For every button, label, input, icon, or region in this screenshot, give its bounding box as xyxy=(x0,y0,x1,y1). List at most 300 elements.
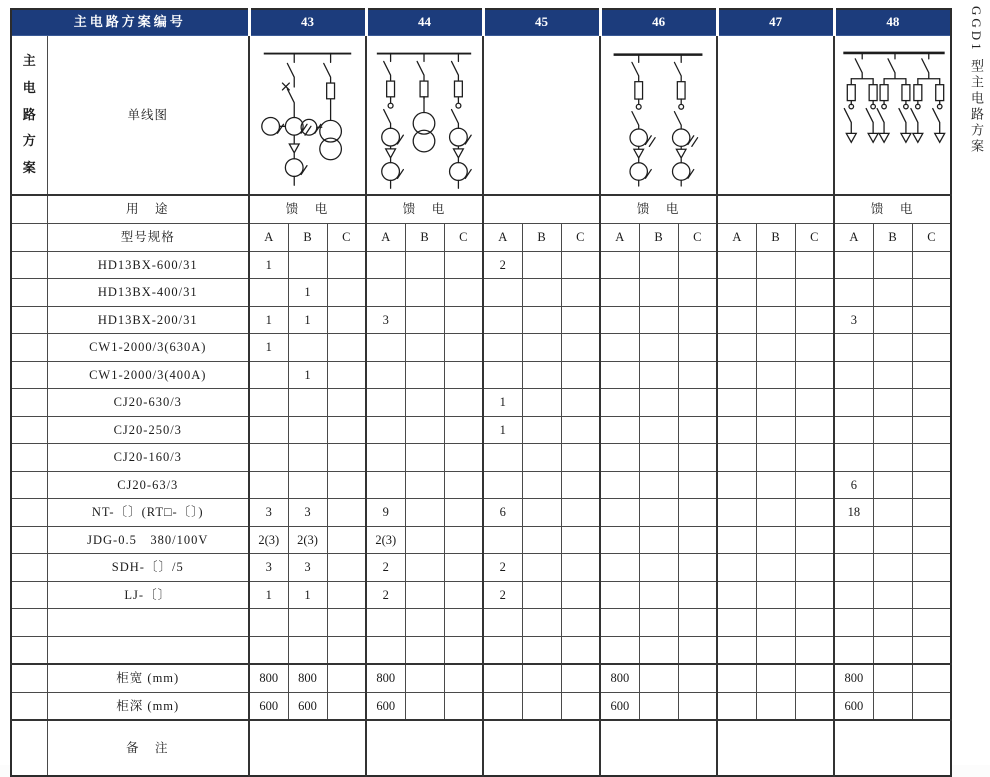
value-cell xyxy=(483,334,522,362)
value-cell xyxy=(444,581,483,609)
value-cell xyxy=(366,636,405,664)
subcolumn-header: B xyxy=(873,224,912,252)
value-cell xyxy=(561,692,600,720)
value-cell xyxy=(405,609,444,637)
value-cell xyxy=(834,444,873,472)
value-cell xyxy=(249,444,288,472)
value-cell xyxy=(834,416,873,444)
value-cell xyxy=(522,251,561,279)
value-cell xyxy=(600,361,639,389)
value-cell xyxy=(678,609,717,637)
value-cell xyxy=(366,609,405,637)
value-cell xyxy=(444,389,483,417)
value-cell xyxy=(405,692,444,720)
value-cell xyxy=(366,444,405,472)
value-cell xyxy=(522,499,561,527)
value-cell xyxy=(717,471,756,499)
value-cell xyxy=(795,251,834,279)
value-cell xyxy=(717,306,756,334)
left-gutter-cell xyxy=(11,720,47,776)
value-cell xyxy=(561,279,600,307)
subcolumn-header: A xyxy=(834,224,873,252)
value-cell: 3 xyxy=(288,499,327,527)
value-cell xyxy=(600,609,639,637)
value-cell xyxy=(795,636,834,664)
subcolumn-header: C xyxy=(795,224,834,252)
subcolumn-header: C xyxy=(678,224,717,252)
value-cell xyxy=(405,306,444,334)
value-cell: 1 xyxy=(288,581,327,609)
usage-value-47 xyxy=(717,195,834,224)
row-label: CW1-2000/3(630A) xyxy=(47,334,249,362)
table-row xyxy=(11,720,951,776)
left-gutter-cell xyxy=(11,471,47,499)
left-gutter-cell xyxy=(11,554,47,582)
row-label-empty xyxy=(47,636,249,664)
subcolumn-header: C xyxy=(561,224,600,252)
value-cell xyxy=(678,499,717,527)
value-cell xyxy=(678,416,717,444)
value-cell: 2 xyxy=(483,251,522,279)
value-cell xyxy=(639,526,678,554)
value-cell xyxy=(795,306,834,334)
value-cell xyxy=(795,499,834,527)
value-cell: 1 xyxy=(249,251,288,279)
value-cell xyxy=(873,334,912,362)
value-cell xyxy=(717,279,756,307)
value-cell: 2 xyxy=(483,581,522,609)
value-cell xyxy=(639,664,678,692)
value-cell xyxy=(405,361,444,389)
table-row xyxy=(11,361,951,389)
value-cell xyxy=(873,526,912,554)
value-cell xyxy=(795,279,834,307)
value-cell xyxy=(405,471,444,499)
value-cell xyxy=(717,334,756,362)
value-cell xyxy=(912,692,951,720)
value-cell xyxy=(756,416,795,444)
value-cell xyxy=(756,664,795,692)
value-cell xyxy=(834,581,873,609)
left-gutter-cell xyxy=(11,692,47,720)
value-cell xyxy=(756,692,795,720)
usage-row xyxy=(11,195,951,224)
value-cell xyxy=(678,251,717,279)
subcolumn-header: C xyxy=(444,224,483,252)
value-cell xyxy=(288,416,327,444)
value-cell xyxy=(522,636,561,664)
value-cell xyxy=(522,554,561,582)
diagram-label: 单线图 xyxy=(47,36,249,196)
value-cell xyxy=(561,361,600,389)
value-cell xyxy=(327,306,366,334)
row-label: CJ20-63/3 xyxy=(47,471,249,499)
value-cell xyxy=(444,554,483,582)
value-cell xyxy=(327,664,366,692)
value-cell xyxy=(561,471,600,499)
value-cell xyxy=(795,581,834,609)
value-cell xyxy=(405,499,444,527)
scheme-number-43: 43 xyxy=(249,9,366,36)
value-cell xyxy=(405,636,444,664)
value-cell xyxy=(444,636,483,664)
value-cell: 6 xyxy=(834,471,873,499)
main-circuit-vertical-label: 主电路方案 xyxy=(22,53,36,175)
value-cell xyxy=(639,444,678,472)
remark-cell xyxy=(366,720,483,776)
subcolumn-header: B xyxy=(405,224,444,252)
usage-value-46: 馈 电 xyxy=(600,195,717,224)
value-cell: 9 xyxy=(366,499,405,527)
value-cell xyxy=(327,444,366,472)
row-label: HD13BX-200/31 xyxy=(47,306,249,334)
value-cell xyxy=(561,389,600,417)
scheme-number-45: 45 xyxy=(483,9,600,36)
row-label: CJ20-250/3 xyxy=(47,416,249,444)
value-cell xyxy=(678,692,717,720)
value-cell xyxy=(834,389,873,417)
value-cell xyxy=(678,334,717,362)
value-cell xyxy=(873,636,912,664)
value-cell xyxy=(483,636,522,664)
value-cell xyxy=(288,334,327,362)
value-cell: 6 xyxy=(483,499,522,527)
value-cell xyxy=(561,444,600,472)
value-cell xyxy=(522,581,561,609)
value-cell xyxy=(678,471,717,499)
value-cell xyxy=(249,279,288,307)
scheme-number-44: 44 xyxy=(366,9,483,36)
value-cell: 800 xyxy=(288,664,327,692)
remark-label: 备 注 xyxy=(47,720,249,776)
value-cell xyxy=(327,471,366,499)
remark-cell xyxy=(600,720,717,776)
table-row xyxy=(11,306,951,334)
value-cell xyxy=(717,444,756,472)
value-cell xyxy=(717,636,756,664)
value-cell xyxy=(366,279,405,307)
value-cell xyxy=(600,389,639,417)
value-cell: 800 xyxy=(366,664,405,692)
value-cell xyxy=(756,444,795,472)
value-cell: 1 xyxy=(249,306,288,334)
value-cell xyxy=(600,526,639,554)
value-cell xyxy=(639,389,678,417)
left-gutter-cell xyxy=(11,526,47,554)
value-cell xyxy=(756,334,795,362)
value-cell xyxy=(639,471,678,499)
left-gutter-cell xyxy=(11,334,47,362)
value-cell xyxy=(639,416,678,444)
value-cell xyxy=(249,416,288,444)
table-row xyxy=(11,334,951,362)
left-gutter-cell xyxy=(11,251,47,279)
value-cell xyxy=(873,389,912,417)
value-cell xyxy=(639,279,678,307)
value-cell xyxy=(444,279,483,307)
value-cell: 1 xyxy=(288,306,327,334)
table-row xyxy=(11,692,951,720)
subcolumn-header: B xyxy=(288,224,327,252)
value-cell xyxy=(249,471,288,499)
row-label: LJ-〔〕 xyxy=(47,581,249,609)
subcolumn-header: B xyxy=(756,224,795,252)
table-row xyxy=(11,471,951,499)
value-cell xyxy=(249,361,288,389)
table-row xyxy=(11,636,951,664)
value-cell xyxy=(600,471,639,499)
value-cell xyxy=(327,251,366,279)
value-cell xyxy=(912,471,951,499)
left-gutter-cell xyxy=(11,195,47,224)
value-cell xyxy=(561,554,600,582)
side-vertical-title: GGD1 型主电路方案 xyxy=(969,6,984,155)
value-cell xyxy=(834,279,873,307)
value-cell xyxy=(912,554,951,582)
value-cell: 2(3) xyxy=(366,526,405,554)
header-title: 主电路方案编号 xyxy=(11,9,249,36)
value-cell xyxy=(639,251,678,279)
value-cell xyxy=(678,581,717,609)
value-cell xyxy=(912,636,951,664)
value-cell xyxy=(483,609,522,637)
value-cell xyxy=(561,334,600,362)
value-cell xyxy=(678,361,717,389)
value-cell xyxy=(405,334,444,362)
value-cell xyxy=(873,471,912,499)
value-cell xyxy=(366,389,405,417)
value-cell: 1 xyxy=(288,279,327,307)
value-cell xyxy=(756,636,795,664)
value-cell xyxy=(639,554,678,582)
value-cell xyxy=(717,609,756,637)
value-cell xyxy=(717,416,756,444)
value-cell xyxy=(444,251,483,279)
value-cell xyxy=(912,389,951,417)
value-cell xyxy=(795,554,834,582)
left-gutter-cell xyxy=(11,636,47,664)
scheme-number-48: 48 xyxy=(834,9,951,36)
value-cell xyxy=(873,554,912,582)
value-cell xyxy=(873,444,912,472)
value-cell xyxy=(912,664,951,692)
value-cell xyxy=(444,471,483,499)
row-label: CJ20-630/3 xyxy=(47,389,249,417)
value-cell xyxy=(405,664,444,692)
main-circuit-vertical-label-cell xyxy=(11,36,47,196)
table-row xyxy=(11,224,951,252)
value-cell xyxy=(795,692,834,720)
value-cell: 600 xyxy=(834,692,873,720)
value-cell xyxy=(444,692,483,720)
value-cell xyxy=(873,664,912,692)
value-cell: 2(3) xyxy=(288,526,327,554)
value-cell xyxy=(483,471,522,499)
value-cell: 3 xyxy=(366,306,405,334)
subcolumn-header: A xyxy=(366,224,405,252)
value-cell xyxy=(834,251,873,279)
diagram-row xyxy=(11,36,951,196)
value-cell xyxy=(483,279,522,307)
single-line-diagram-44 xyxy=(366,36,483,196)
value-cell xyxy=(639,692,678,720)
value-cell xyxy=(327,499,366,527)
table-row xyxy=(11,664,951,692)
value-cell xyxy=(483,306,522,334)
subcolumn-header: A xyxy=(717,224,756,252)
left-gutter-cell xyxy=(11,416,47,444)
remark-cell xyxy=(483,720,600,776)
value-cell: 800 xyxy=(834,664,873,692)
value-cell xyxy=(366,251,405,279)
value-cell xyxy=(444,609,483,637)
value-cell xyxy=(912,334,951,362)
value-cell xyxy=(327,334,366,362)
value-cell xyxy=(834,334,873,362)
value-cell xyxy=(678,554,717,582)
value-cell xyxy=(327,636,366,664)
row-label: HD13BX-600/31 xyxy=(47,251,249,279)
value-cell xyxy=(366,361,405,389)
value-cell xyxy=(600,306,639,334)
left-gutter-cell xyxy=(11,306,47,334)
value-cell xyxy=(756,581,795,609)
subcolumn-header: A xyxy=(600,224,639,252)
value-cell xyxy=(522,664,561,692)
value-cell xyxy=(834,609,873,637)
value-cell xyxy=(873,416,912,444)
value-cell: 2 xyxy=(366,581,405,609)
value-cell xyxy=(912,361,951,389)
value-cell xyxy=(288,609,327,637)
value-cell xyxy=(600,279,639,307)
value-cell xyxy=(249,609,288,637)
value-cell xyxy=(444,499,483,527)
row-label: CJ20-160/3 xyxy=(47,444,249,472)
value-cell xyxy=(678,306,717,334)
value-cell xyxy=(717,581,756,609)
value-cell xyxy=(639,361,678,389)
value-cell xyxy=(873,609,912,637)
value-cell xyxy=(717,499,756,527)
left-gutter-cell xyxy=(11,361,47,389)
value-cell xyxy=(678,664,717,692)
value-cell xyxy=(444,361,483,389)
value-cell xyxy=(561,581,600,609)
usage-value-44: 馈 电 xyxy=(366,195,483,224)
value-cell xyxy=(756,389,795,417)
row-label: HD13BX-400/31 xyxy=(47,279,249,307)
value-cell xyxy=(756,251,795,279)
value-cell xyxy=(405,444,444,472)
value-cell xyxy=(522,389,561,417)
subcolumn-header: C xyxy=(327,224,366,252)
value-cell xyxy=(717,526,756,554)
row-label: JDG-0.5 380/100V xyxy=(47,526,249,554)
value-cell: 1 xyxy=(483,389,522,417)
value-cell xyxy=(522,279,561,307)
value-cell xyxy=(444,664,483,692)
value-cell xyxy=(600,416,639,444)
value-cell xyxy=(600,334,639,362)
value-cell: 600 xyxy=(366,692,405,720)
value-cell xyxy=(795,416,834,444)
value-cell xyxy=(327,581,366,609)
value-cell xyxy=(873,499,912,527)
value-cell xyxy=(288,636,327,664)
value-cell xyxy=(912,581,951,609)
value-cell xyxy=(405,251,444,279)
subcolumn-header: A xyxy=(483,224,522,252)
value-cell: 1 xyxy=(483,416,522,444)
value-cell xyxy=(795,609,834,637)
table-row xyxy=(11,554,951,582)
value-cell xyxy=(288,444,327,472)
value-cell xyxy=(717,554,756,582)
value-cell xyxy=(873,279,912,307)
value-cell: 600 xyxy=(288,692,327,720)
value-cell: 3 xyxy=(249,554,288,582)
value-cell xyxy=(600,554,639,582)
value-cell xyxy=(561,251,600,279)
value-cell xyxy=(756,499,795,527)
value-cell xyxy=(444,444,483,472)
subcolumn-header: A xyxy=(249,224,288,252)
value-cell xyxy=(678,526,717,554)
value-cell xyxy=(327,554,366,582)
value-cell xyxy=(561,636,600,664)
value-cell xyxy=(405,389,444,417)
value-cell xyxy=(639,609,678,637)
value-cell xyxy=(405,581,444,609)
value-cell xyxy=(795,444,834,472)
table-row xyxy=(11,609,951,637)
table-row xyxy=(11,416,951,444)
table-row xyxy=(11,581,951,609)
value-cell xyxy=(834,361,873,389)
usage-value-48: 馈 电 xyxy=(834,195,951,224)
value-cell xyxy=(522,416,561,444)
value-cell xyxy=(678,279,717,307)
table-row xyxy=(11,251,951,279)
value-cell xyxy=(405,526,444,554)
value-cell xyxy=(522,609,561,637)
value-cell xyxy=(678,444,717,472)
remark-cell xyxy=(834,720,951,776)
value-cell xyxy=(600,251,639,279)
value-cell xyxy=(717,251,756,279)
value-cell xyxy=(522,361,561,389)
table-row xyxy=(11,279,951,307)
value-cell xyxy=(873,306,912,334)
value-cell xyxy=(795,361,834,389)
value-cell xyxy=(288,251,327,279)
table-row xyxy=(11,389,951,417)
value-cell xyxy=(795,389,834,417)
row-label-empty xyxy=(47,609,249,637)
value-cell xyxy=(483,361,522,389)
value-cell xyxy=(912,251,951,279)
value-cell xyxy=(912,416,951,444)
left-gutter-cell xyxy=(11,224,47,252)
value-cell xyxy=(327,279,366,307)
value-cell xyxy=(366,334,405,362)
value-cell xyxy=(522,306,561,334)
single-line-diagram-46 xyxy=(600,36,717,196)
usage-label: 用 途 xyxy=(47,195,249,224)
value-cell xyxy=(249,636,288,664)
value-cell xyxy=(717,692,756,720)
